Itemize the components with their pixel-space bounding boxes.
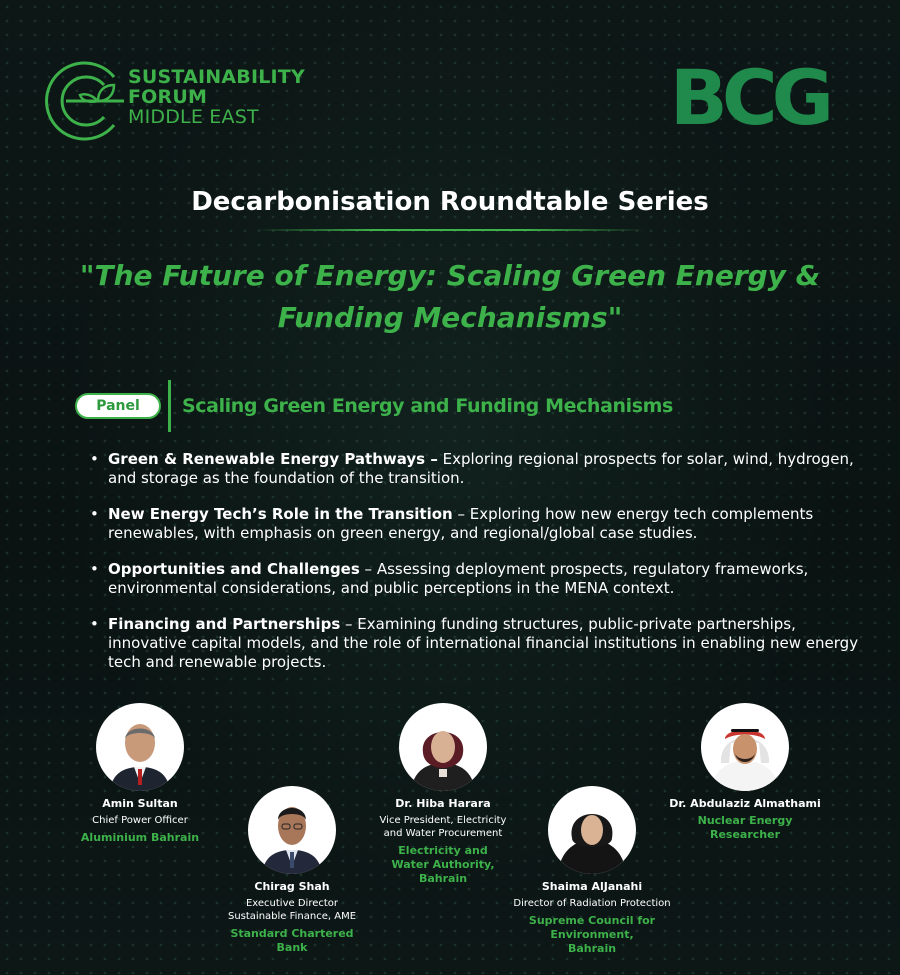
- speaker-photo: [548, 786, 636, 874]
- speaker-card: [373, 703, 513, 886]
- forum-emblem-icon: [42, 55, 134, 147]
- person-icon: [248, 786, 336, 874]
- forum-logo-text: [128, 67, 305, 127]
- logo-line-1: SUSTAINABILITY: [128, 66, 305, 88]
- main-title: "The Future of Energy: Scaling Green Energy & Funding Mechanisms": [79, 259, 821, 334]
- topic-text: – Assessing deployment prospects, regulatory frameworks, environmental considerations, and public perceptions in the MENA context.: [108, 560, 809, 597]
- title-divider: [255, 229, 645, 231]
- panel-tag: Panel: [75, 393, 161, 419]
- speaker-organization: Electricity and Water Authority, Bahrain: [391, 844, 495, 885]
- panel-divider-bar: [168, 380, 171, 432]
- speaker-role: Vice President, Electricity and Water Procurement: [379, 815, 507, 839]
- speaker-organization: Nuclear Energy Researcher: [697, 814, 793, 841]
- topic-heading: Opportunities and Challenges: [108, 560, 360, 578]
- speaker-name: Chirag Shah: [254, 880, 330, 893]
- series-title: Decarbonisation Roundtable Series: [191, 187, 709, 217]
- person-icon: [701, 703, 789, 791]
- logo-line-2: FORUM: [128, 86, 208, 108]
- bcg-logo: BCG: [669, 53, 828, 142]
- speaker-photo: [399, 703, 487, 791]
- speaker-name: Dr. Hiba Harara: [395, 797, 491, 810]
- topic-item: [90, 560, 860, 598]
- speaker-card: [665, 703, 825, 842]
- person-icon: [96, 703, 184, 791]
- topic-heading: Green & Renewable Energy Pathways –: [108, 450, 438, 468]
- speaker-name: Shaima AlJanahi: [541, 880, 643, 893]
- speaker-photo: [701, 703, 789, 791]
- speaker-organization: Aluminium Bahrain: [80, 831, 200, 844]
- person-icon: [399, 703, 487, 791]
- topic-list: [90, 450, 860, 689]
- topic-item: [90, 450, 860, 488]
- speaker-organization: Standard Chartered Bank: [230, 927, 354, 954]
- topic-item: [90, 505, 860, 543]
- topic-text: Exploring regional prospects for solar, wind, hydrogen, and storage as the foundation of the transition.: [108, 450, 854, 487]
- speaker-name: Dr. Abdulaziz Almathami: [669, 797, 821, 810]
- logo-line-3: MIDDLE EAST: [128, 106, 259, 128]
- topic-text: – Examining funding structures, public-private partnerships, innovative capital models, and the role of international financial institutions in enabling new energy tech and renewable projects.: [108, 615, 859, 671]
- topic-heading: Financing and Partnerships: [108, 615, 341, 633]
- sustainability-forum-logo: [42, 55, 312, 147]
- speaker-role: Chief Power Officer: [92, 815, 188, 826]
- speaker-card: [70, 703, 210, 845]
- speaker-photo: [96, 703, 184, 791]
- speaker-organization: Supreme Council for Environment, Bahrain: [528, 914, 656, 955]
- person-icon: [548, 786, 636, 874]
- panel-title: Scaling Green Energy and Funding Mechanisms: [182, 395, 673, 417]
- speaker-card: [217, 786, 367, 955]
- topic-heading: New Energy Tech’s Role in the Transition: [108, 505, 453, 523]
- speaker-card: [507, 786, 677, 956]
- speaker-role: Director of Radiation Protection: [513, 898, 671, 909]
- topic-text: – Exploring how new energy tech complements renewables, with emphasis on green energy, and regional/global case studies.: [108, 505, 814, 542]
- speaker-name: Amin Sultan: [102, 797, 178, 810]
- speaker-photo: [248, 786, 336, 874]
- speaker-role: Executive Director Sustainable Finance, AME: [227, 898, 357, 922]
- topic-item: [90, 615, 860, 672]
